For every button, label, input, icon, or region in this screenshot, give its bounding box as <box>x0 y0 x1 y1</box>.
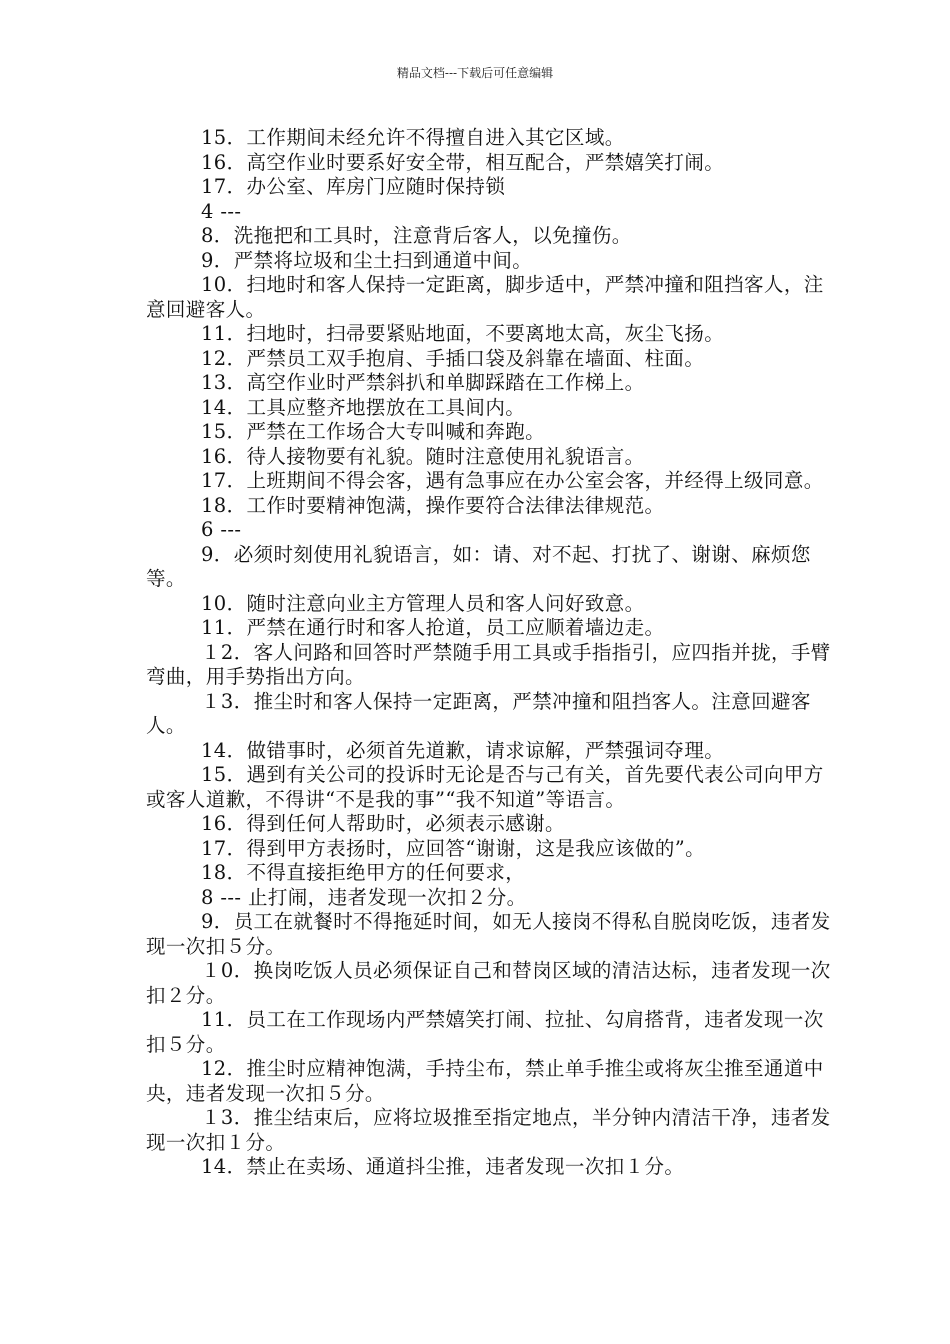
paragraph: 18．不得直接拒绝甲方的任何要求， <box>201 861 526 884</box>
paragraph: 9．员工在就餐时不得拖延时间，如无人接岗不得私自脱岗吃饭，违者发现一次扣５分。 <box>146 910 831 958</box>
paragraph: 10．扫地时和客人保持一定距离，脚步适中，严禁冲撞和阻挡客人，注意回避客人。 <box>146 273 824 321</box>
paragraph: 12．严禁员工双手抱肩、手插口袋及斜靠在墙面、柱面。 <box>201 346 705 370</box>
paragraph: 15．严禁在工作场合大专叫喊和奔跑。 <box>201 420 546 443</box>
paragraph: 16．待人接物要有礼貌。随时注意使用礼貌语言。 <box>201 444 645 468</box>
paragraph: 12．推尘时应精神饱满，手持尘布，禁止单手推尘或将灰尘推至通道中央，违者发现一次扣５分。 <box>146 1057 824 1105</box>
paragraph: 17．办公室、库房门应随时保持锁 <box>201 175 506 198</box>
paragraph: 4 --- <box>201 199 242 223</box>
paragraph: 15．工作期间未经允许不得擅自进入其它区域。 <box>201 126 625 149</box>
paragraph: 17．上班期间不得会客，遇有急事应在办公室会客，并经得上级同意。 <box>201 469 824 492</box>
paragraph: 14．工具应整齐地摆放在工具间内。 <box>201 395 526 419</box>
page-header: 精品文档---下载后可任意编辑 <box>396 66 554 80</box>
paragraph: 11．严禁在通行时和客人抢道，员工应顺着墙边走。 <box>201 616 665 639</box>
paragraph: 18．工作时要精神饱满，操作要符合法律法律规范。 <box>201 493 665 517</box>
paragraph: １0．换岗吃饭人员必须保证自己和替岗区域的清洁达标，违者发现一次扣２分。 <box>146 959 831 1007</box>
paragraph: 9．严禁将垃圾和尘土扫到通道中间。 <box>201 248 533 272</box>
paragraph: １2．客人问路和回答时严禁随手用工具或手指指引，应四指并拢，手臂弯曲，用手势指出方向。 <box>146 640 831 688</box>
paragraph: 16．高空作业时要系好安全带，相互配合，严禁嬉笑打闹。 <box>201 150 725 174</box>
paragraph: 8．洗拖把和工具时，注意背后客人，以免撞伤。 <box>201 224 632 247</box>
paragraph: 9．必须时刻使用礼貌语言，如：请、对不起、打扰了、谢谢、麻烦您等。 <box>146 542 811 590</box>
paragraph: １3．推尘时和客人保持一定距离，严禁冲撞和阻挡客人。注意回避客人。 <box>146 689 811 737</box>
paragraph: 8 --- 止打闹，违者发现一次扣２分。 <box>201 885 527 909</box>
paragraph: 15．遇到有关公司的投诉时无论是否与己有关，首先要代表公司向甲方或客人道歉，不得讲“不是我的事”“我不知道”等语言。 <box>146 763 824 811</box>
paragraph: 16．得到任何人帮助时，必须表示感谢。 <box>201 812 565 835</box>
document-body <box>146 126 836 1180</box>
paragraph: 11．扫地时，扫帚要紧贴地面，不要离地太高，灰尘飞扬。 <box>201 322 725 345</box>
paragraph: １3．推尘结束后，应将垃圾推至指定地点，半分钟内清洁干净，违者发现一次扣１分。 <box>146 1106 831 1154</box>
paragraph: 14．做错事时，必须首先道歉，请求谅解，严禁强词夺理。 <box>201 738 725 762</box>
paragraph: 6 --- <box>201 518 242 541</box>
paragraph: 10．随时注意向业主方管理人员和客人问好致意。 <box>201 591 645 615</box>
paragraph: 13．高空作业时严禁斜扒和单脚踩踏在工作梯上。 <box>201 371 645 394</box>
paragraph: 11．员工在工作现场内严禁嬉笑打闹、拉扯、勾肩搭背，违者发现一次扣５分。 <box>146 1008 824 1056</box>
paragraph: 17．得到甲方表扬时，应回答“谢谢，这是我应该做的”。 <box>201 836 706 860</box>
paragraph: 14．禁止在卖场、通道抖尘推，违者发现一次扣１分。 <box>201 1155 685 1178</box>
